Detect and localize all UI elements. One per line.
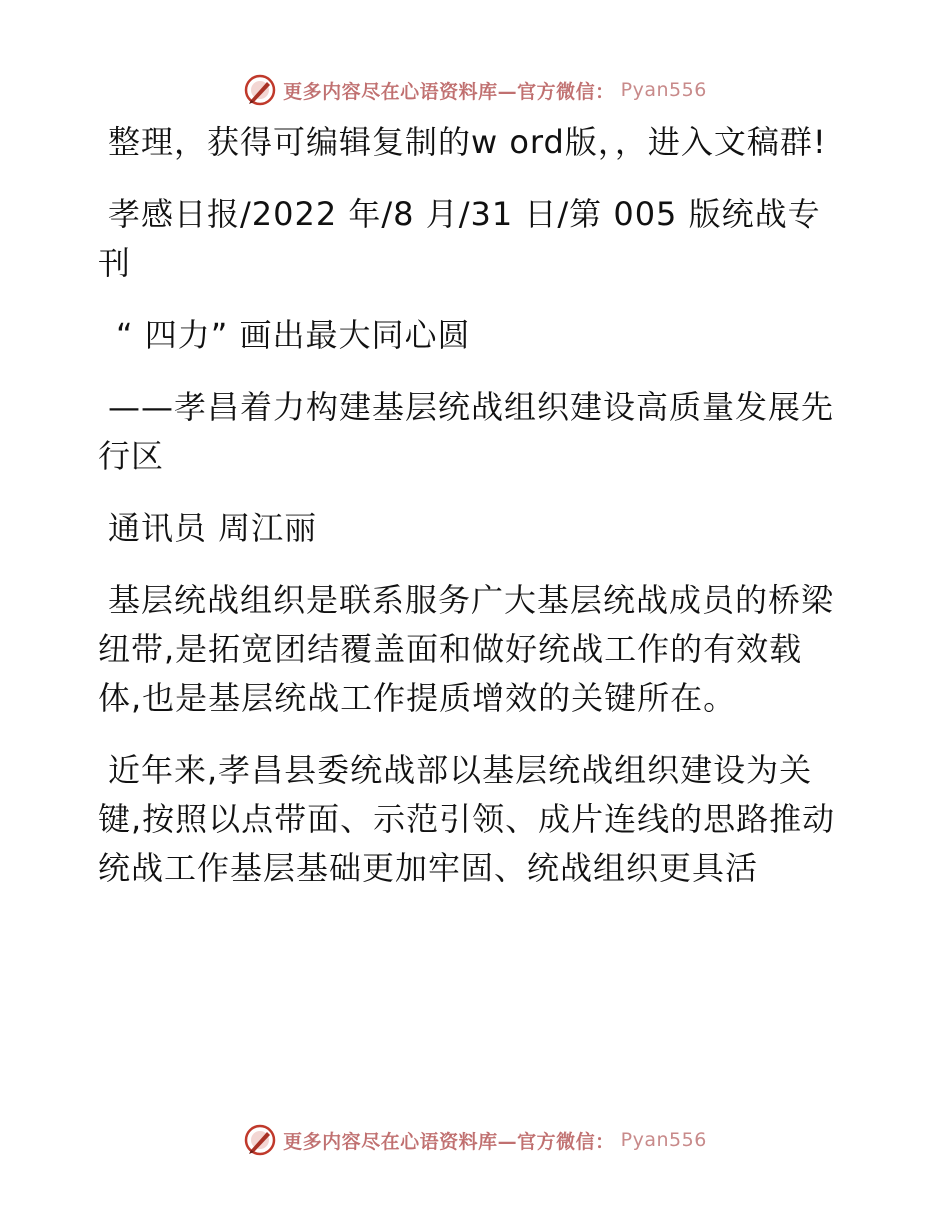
watermark-wechat-id: Pyan556 <box>620 1129 707 1151</box>
intro-note: 整理，获得可编辑复制的w ord版，，进入文稿群! <box>108 123 827 161</box>
pen-logo-icon <box>243 73 277 107</box>
watermark-text: 更多内容尽在心语资料库—官方微信： <box>283 80 615 103</box>
article-author: 通讯员 周江丽 <box>108 509 318 547</box>
body-paragraph: 基层统战组织是联系服务广大基层统战成员的桥梁纽带,是拓宽团结覆盖面和做好统战工作的有效载体,也是基层统战工作提质增效的关键所在。 <box>98 581 835 717</box>
watermark-text: 更多内容尽在心语资料库—官方微信： <box>283 1130 615 1153</box>
pen-logo-icon <box>243 1123 277 1157</box>
header-watermark <box>0 72 950 108</box>
body-paragraph: 近年来,孝昌县委统战部以基层统战组织建设为关键,按照以点带面、示范引领、成片连线的思路推动统战工作基层基础更加牢固、统战组织更具活 <box>98 751 836 887</box>
article-subtitle: ——孝昌着力构建基层统战组织建设高质量发展先行区 <box>98 388 835 475</box>
watermark-wechat-id: Pyan556 <box>620 79 707 101</box>
footer-watermark <box>0 1122 950 1158</box>
source-line: 孝感日报/2022 年/8 月/31 日/第 005 版统战专刊 <box>98 195 821 282</box>
article-title: “ 四力” 画出最大同心圆 <box>116 316 471 354</box>
document-body <box>98 118 840 916</box>
